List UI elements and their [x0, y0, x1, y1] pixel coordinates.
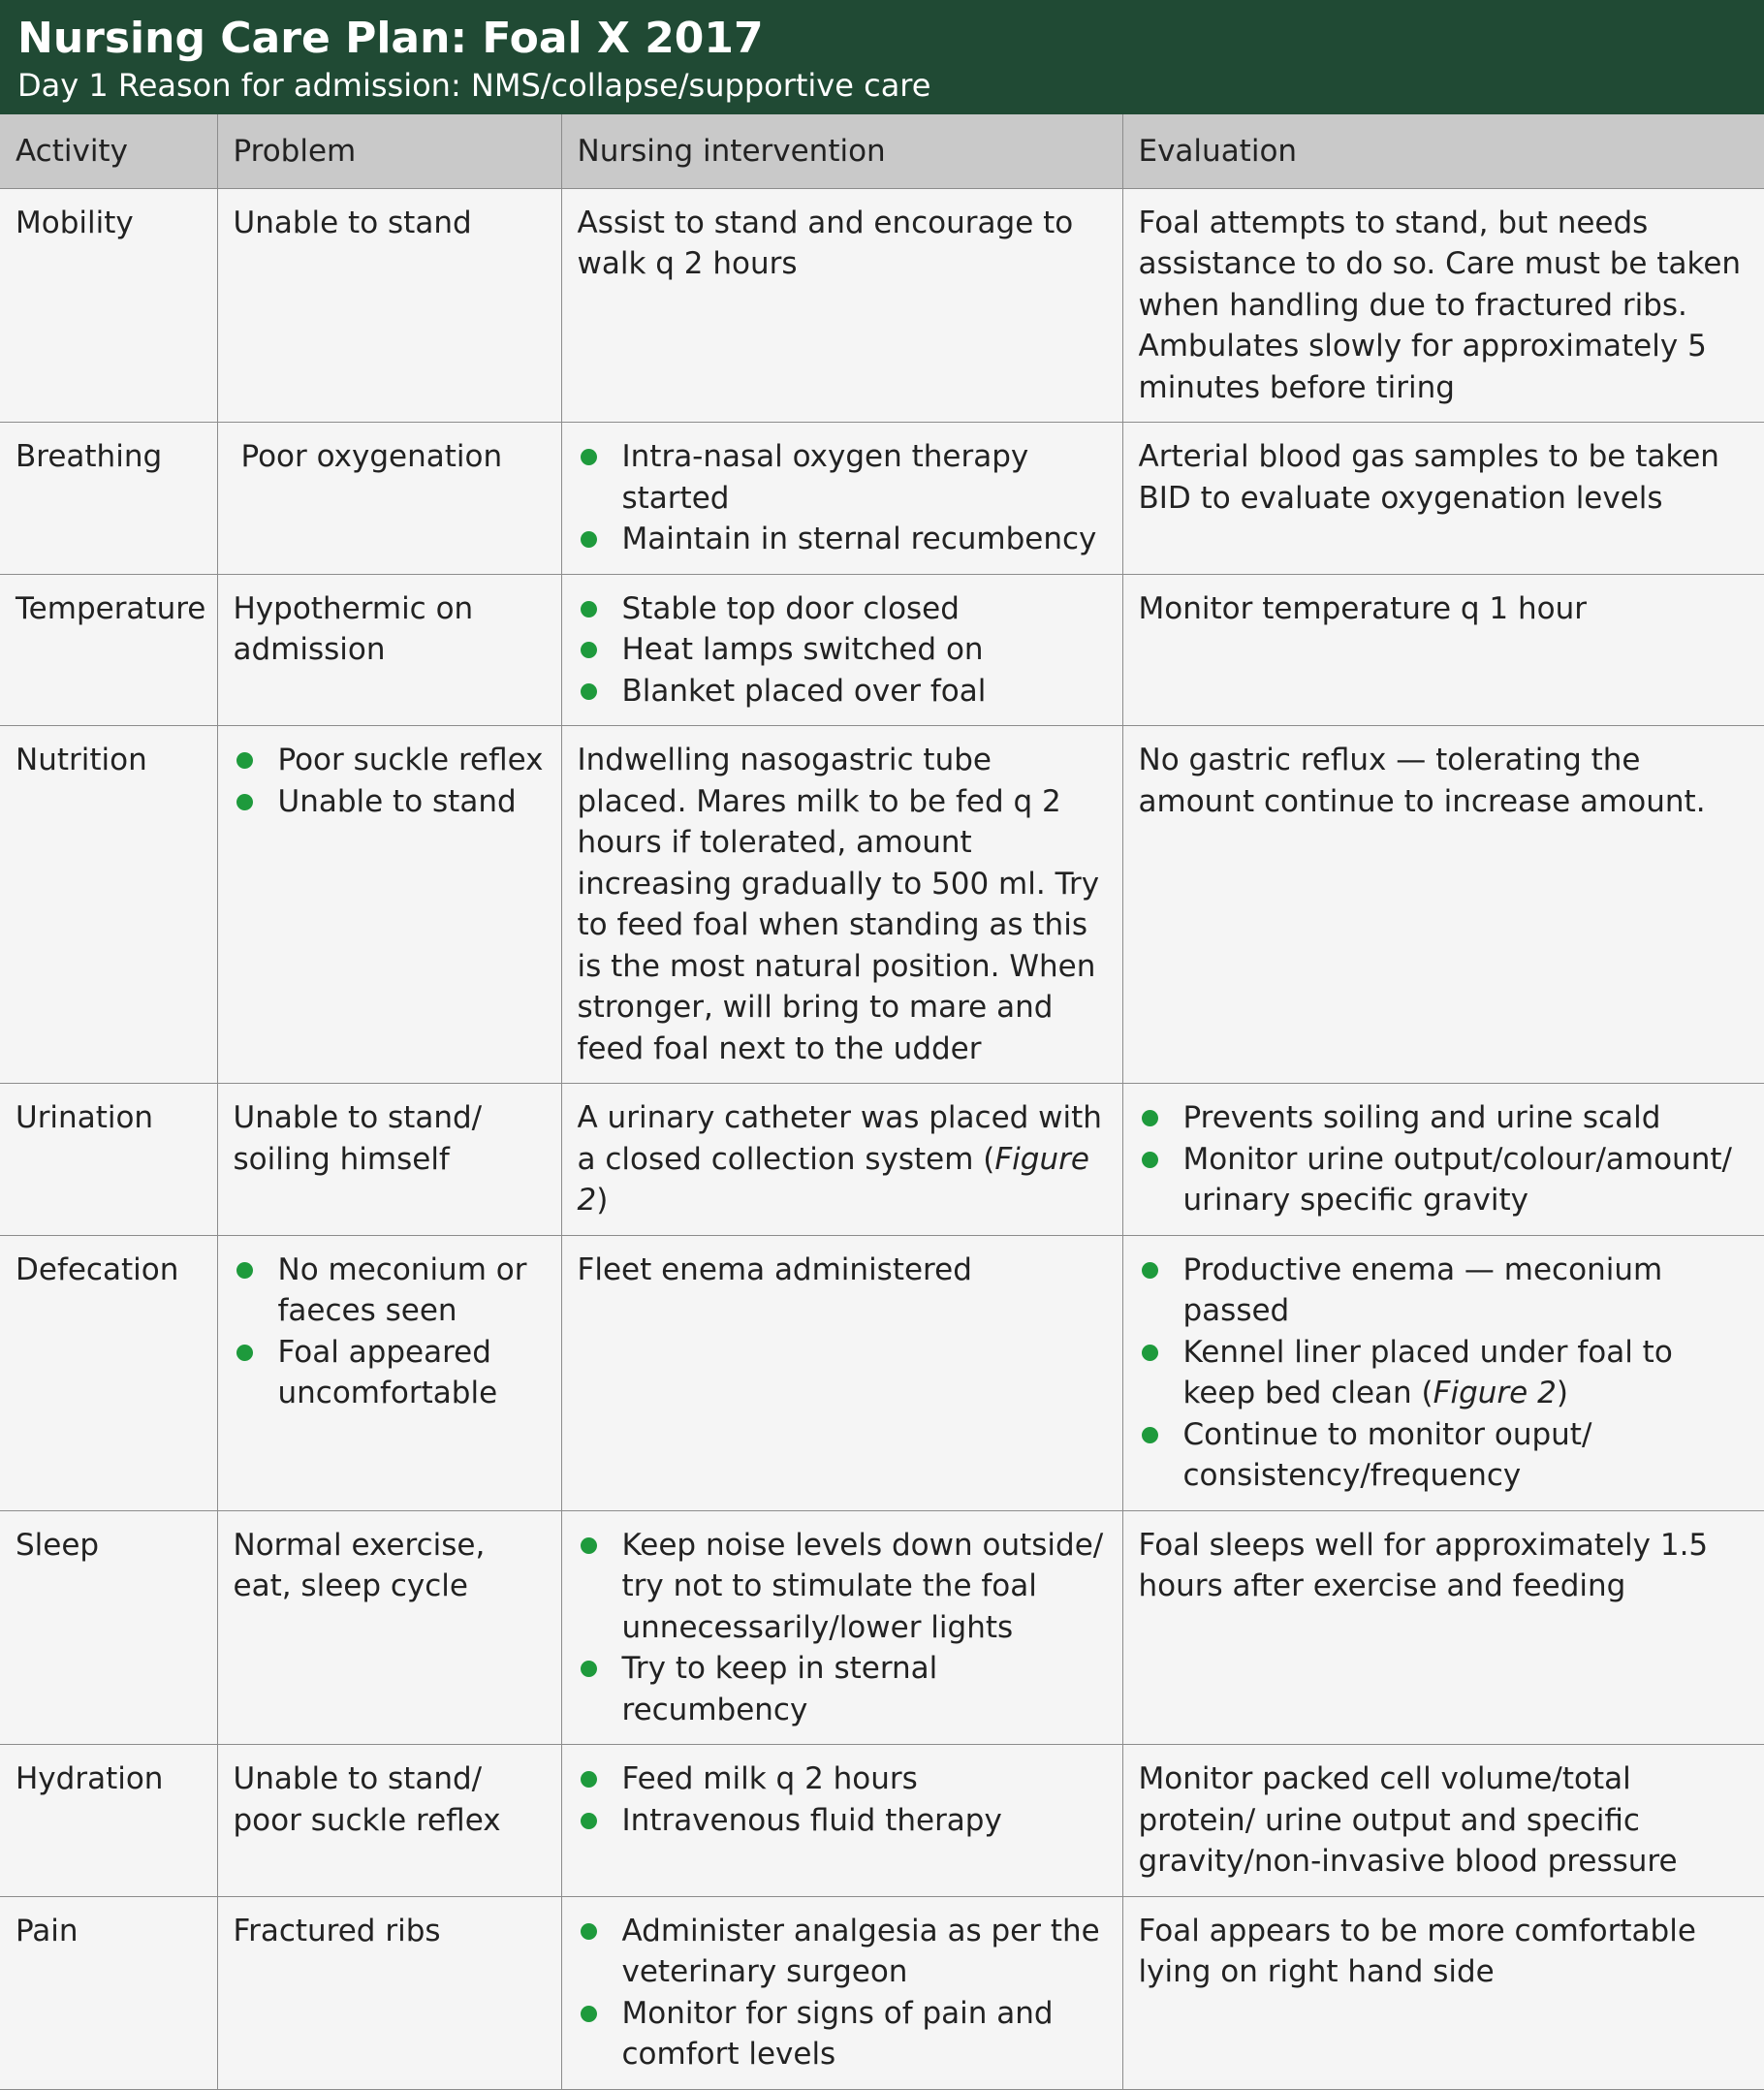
table-header-row — [0, 114, 1764, 188]
activity-cell: Urination — [0, 1084, 217, 1236]
table-row — [0, 423, 1764, 575]
list-item: Unable to stand — [234, 781, 546, 823]
activity-cell: Sleep — [0, 1510, 217, 1745]
table-row — [0, 1896, 1764, 2089]
table-row — [0, 188, 1764, 423]
column-header-activity: Activity — [0, 114, 217, 188]
figure-reference: Figure 2 — [577, 1141, 1089, 1218]
evaluation-cell: No gastric reflux — tolerating the amount continue to increase amount. — [1122, 726, 1764, 1084]
intervention-cell — [561, 1510, 1122, 1745]
table-row — [0, 1084, 1764, 1236]
evaluation-list — [1139, 1097, 1749, 1221]
list-item: Prevents soiling and urine scald — [1139, 1097, 1749, 1139]
list-item: Intravenous fluid therapy — [578, 1800, 1107, 1842]
care-plan-table — [0, 114, 1764, 2090]
intervention-cell: Fleet enema administered — [561, 1235, 1122, 1510]
figure-reference: Figure 2 — [1433, 1376, 1557, 1410]
page-subtitle: Day 1 Reason for admission: NMS/collapse/supportive care — [17, 67, 931, 104]
list-item: Maintain in sternal recumbency — [578, 519, 1107, 560]
evaluation-cell: Arterial blood gas samples to be taken BID to evaluate oxygenation levels — [1122, 423, 1764, 575]
evaluation-cell — [1122, 1084, 1764, 1236]
evaluation-cell — [1122, 1235, 1764, 1510]
page-header — [0, 0, 1764, 114]
activity-cell: Defecation — [0, 1235, 217, 1510]
activity-cell: Pain — [0, 1896, 217, 2089]
intervention-cell — [561, 1745, 1122, 1897]
intervention-text: A urinary catheter was placed with a closed collection system ( — [577, 1100, 1102, 1177]
table-row — [0, 726, 1764, 1084]
problem-cell — [217, 726, 561, 1084]
intervention-cell: Assist to stand and encourage to walk q 2 hours — [561, 188, 1122, 423]
column-header-intervention: Nursing intervention — [561, 114, 1122, 188]
activity-cell: Breathing — [0, 423, 217, 575]
list-item: Intra-nasal oxygen therapy started — [578, 436, 1107, 519]
problem-cell: Unable to stand/ soiling himself — [217, 1084, 561, 1236]
intervention-cell — [561, 1896, 1122, 2089]
list-item: Monitor urine output/colour/amount/ urinary specific gravity — [1139, 1139, 1749, 1221]
evaluation-list — [1139, 1250, 1749, 1497]
table-row — [0, 1235, 1764, 1510]
list-item: Heat lamps switched on — [578, 629, 1107, 671]
problem-text: Poor oxygenation — [240, 439, 503, 474]
activity-cell: Hydration — [0, 1745, 217, 1897]
list-item: Monitor for signs of pain and comfort levels — [578, 1993, 1107, 2075]
problem-list — [234, 740, 546, 822]
intervention-cell — [561, 423, 1122, 575]
problem-cell — [217, 1235, 561, 1510]
problem-cell: Fractured ribs — [217, 1896, 561, 2089]
evaluation-cell: Monitor packed cell volume/total protein/ urine output and specific gravity/non-invasive blood pressure — [1122, 1745, 1764, 1897]
intervention-cell — [561, 574, 1122, 726]
intervention-cell — [561, 1084, 1122, 1236]
list-item: Try to keep in sternal recumbency — [578, 1648, 1107, 1730]
intervention-list — [578, 436, 1107, 560]
column-header-problem: Problem — [217, 114, 561, 188]
page-title: Nursing Care Plan: Foal X 2017 — [17, 14, 764, 63]
activity-cell: Mobility — [0, 188, 217, 423]
problem-list — [234, 1250, 546, 1414]
activity-cell: Temperature — [0, 574, 217, 726]
activity-cell: Nutrition — [0, 726, 217, 1084]
list-item: Administer analgesia as per the veterinary surgeon — [578, 1911, 1107, 1993]
intervention-list — [578, 1911, 1107, 2075]
list-item: Poor suckle reflex — [234, 740, 546, 781]
list-item: Keep noise levels down outside/ try not to stimulate the foal unnecessarily/lower lights — [578, 1525, 1107, 1649]
evaluation-cell: Foal appears to be more comfortable lying on right hand side — [1122, 1896, 1764, 2089]
problem-cell: Hypothermic on admission — [217, 574, 561, 726]
intervention-text-end: ) — [596, 1183, 609, 1218]
table-row — [0, 1510, 1764, 1745]
list-item: Productive enema — meconium passed — [1139, 1250, 1749, 1332]
list-item: Foal appeared uncomfortable — [234, 1332, 546, 1414]
table-row — [0, 1745, 1764, 1897]
problem-cell: Unable to stand — [217, 188, 561, 423]
list-item: Stable top door closed — [578, 588, 1107, 630]
problem-cell: Normal exercise, eat, sleep cycle — [217, 1510, 561, 1745]
evaluation-cell: Monitor temperature q 1 hour — [1122, 574, 1764, 726]
intervention-cell: Indwelling nasogastric tube placed. Mares milk to be fed q 2 hours if tolerated, amount increasing gradually to 500 ml. Try to feed foal when standing as this is the most natural position. When stronger, will bring to mare and feed foal next to the udder — [561, 726, 1122, 1084]
problem-cell — [217, 423, 561, 575]
list-item-text: Kennel liner placed under foal to keep bed clean ( — [1182, 1334, 1673, 1410]
intervention-list — [578, 1525, 1107, 1731]
list-item-text-end: ) — [1556, 1376, 1568, 1410]
intervention-list — [578, 588, 1107, 712]
table-row — [0, 574, 1764, 726]
list-item: Continue to monitor ouput/ consistency/frequency — [1139, 1414, 1749, 1497]
list-item: Blanket placed over foal — [578, 671, 1107, 712]
problem-cell: Unable to stand/ poor suckle reflex — [217, 1745, 561, 1897]
list-item: Feed milk q 2 hours — [578, 1758, 1107, 1800]
evaluation-cell: Foal attempts to stand, but needs assistance to do so. Care must be taken when handling due to fractured ribs. Ambulates slowly for approximately 5 minutes before tiring — [1122, 188, 1764, 423]
evaluation-cell: Foal sleeps well for approximately 1.5 hours after exercise and feeding — [1122, 1510, 1764, 1745]
list-item: No meconium or faeces seen — [234, 1250, 546, 1332]
intervention-list — [578, 1758, 1107, 1841]
column-header-evaluation: Evaluation — [1122, 114, 1764, 188]
list-item — [1139, 1332, 1749, 1414]
